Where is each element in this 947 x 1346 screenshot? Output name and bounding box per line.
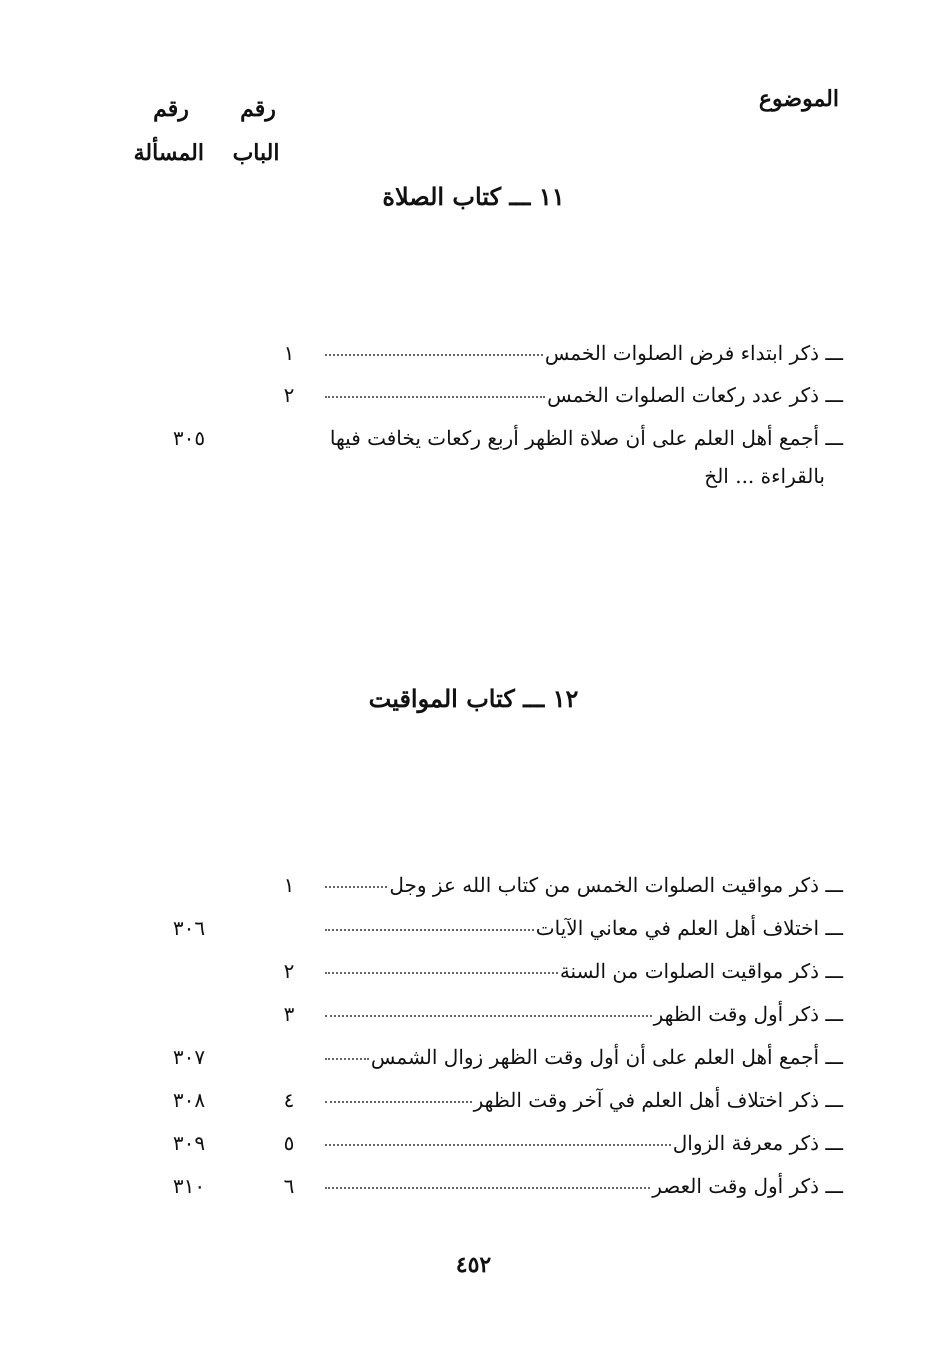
entry-masala: ٣٠٨ xyxy=(172,1088,206,1112)
toc-entry xyxy=(123,994,843,1034)
section-title: ١١ ـــ كتاب الصلاة xyxy=(382,182,565,211)
dot-leader xyxy=(325,396,545,398)
dot-leader xyxy=(325,354,543,356)
entry-bab: ١ xyxy=(283,341,295,365)
entry-topic: ـــ أجمع أهل العلم على أن أول وقت الظهر زوال الشمس xyxy=(370,1045,843,1069)
entry-masala: ٣٠٦ xyxy=(172,916,206,940)
header-bab: الباب xyxy=(232,140,280,166)
section-title: ١٢ ـــ كتاب المواقيت xyxy=(368,684,579,713)
toc-entry xyxy=(123,418,843,458)
dot-leader xyxy=(325,886,387,888)
header-topic: الموضوع xyxy=(758,86,839,112)
entry-bab: ١ xyxy=(283,873,295,897)
entry-masala: ٣٠٧ xyxy=(172,1045,206,1069)
toc-entry xyxy=(123,333,843,373)
dot-leader xyxy=(325,929,534,931)
entry-topic: ـــ ذكر اختلاف أهل العلم في آخر وقت الظهر xyxy=(473,1088,843,1112)
toc-entry xyxy=(123,1166,843,1206)
entry-topic: ـــ ذكر معرفة الزوال xyxy=(672,1131,843,1155)
entry-bab: ٥ xyxy=(283,1131,295,1155)
header-masala-number: رقم xyxy=(153,96,189,122)
toc-entry xyxy=(123,908,843,948)
entry-topic: ـــ ذكر مواقيت الصلوات من السنة xyxy=(559,959,843,983)
entry-bab: ٢ xyxy=(283,383,295,407)
entry-bab: ٢ xyxy=(283,959,295,983)
header-masala: المسألة xyxy=(133,140,204,166)
toc-entry xyxy=(123,951,843,991)
entry-bab: ٦ xyxy=(283,1174,295,1198)
dot-leader xyxy=(325,1015,652,1017)
entry-topic: ـــ أجمع أهل العلم على أن صلاة الظهر أربع ركعات يخافت فيها xyxy=(329,426,843,450)
entry-masala: ٣٠٥ xyxy=(172,426,206,450)
entry-topic: ـــ ذكر مواقيت الصلوات الخمس من كتاب الله عز وجل xyxy=(389,873,843,897)
entry-topic: ـــ ذكر ابتداء فرض الصلوات الخمس xyxy=(544,341,843,365)
entry-topic: ـــ ذكر عدد ركعات الصلوات الخمس xyxy=(547,383,843,407)
dot-leader xyxy=(325,1144,671,1146)
entry-bab: ٤ xyxy=(283,1088,295,1112)
dot-leader xyxy=(325,1058,369,1060)
toc-entry xyxy=(123,865,843,905)
entry-bab: ٣ xyxy=(283,1002,295,1026)
dot-leader xyxy=(325,1101,472,1103)
entry-masala: ٣٠٩ xyxy=(172,1131,206,1155)
toc-entry xyxy=(123,1037,843,1077)
page-number: ٤٥٢ xyxy=(455,1252,492,1278)
dot-leader xyxy=(325,1187,650,1189)
toc-entry xyxy=(123,1080,843,1120)
header-bab-number: رقم xyxy=(240,96,276,122)
entry-topic: ـــ ذكر أول وقت العصر xyxy=(652,1174,843,1198)
entry-topic: ـــ اختلاف أهل العلم في معاني الآيات xyxy=(535,916,843,940)
dot-leader xyxy=(325,972,558,974)
toc-entry xyxy=(123,375,843,415)
entry-continuation: بالقراءة ... الخ xyxy=(704,464,825,488)
entry-masala: ٣١٠ xyxy=(172,1174,206,1198)
entry-topic: ـــ ذكر أول وقت الظهر xyxy=(653,1002,843,1026)
toc-entry xyxy=(123,1123,843,1163)
